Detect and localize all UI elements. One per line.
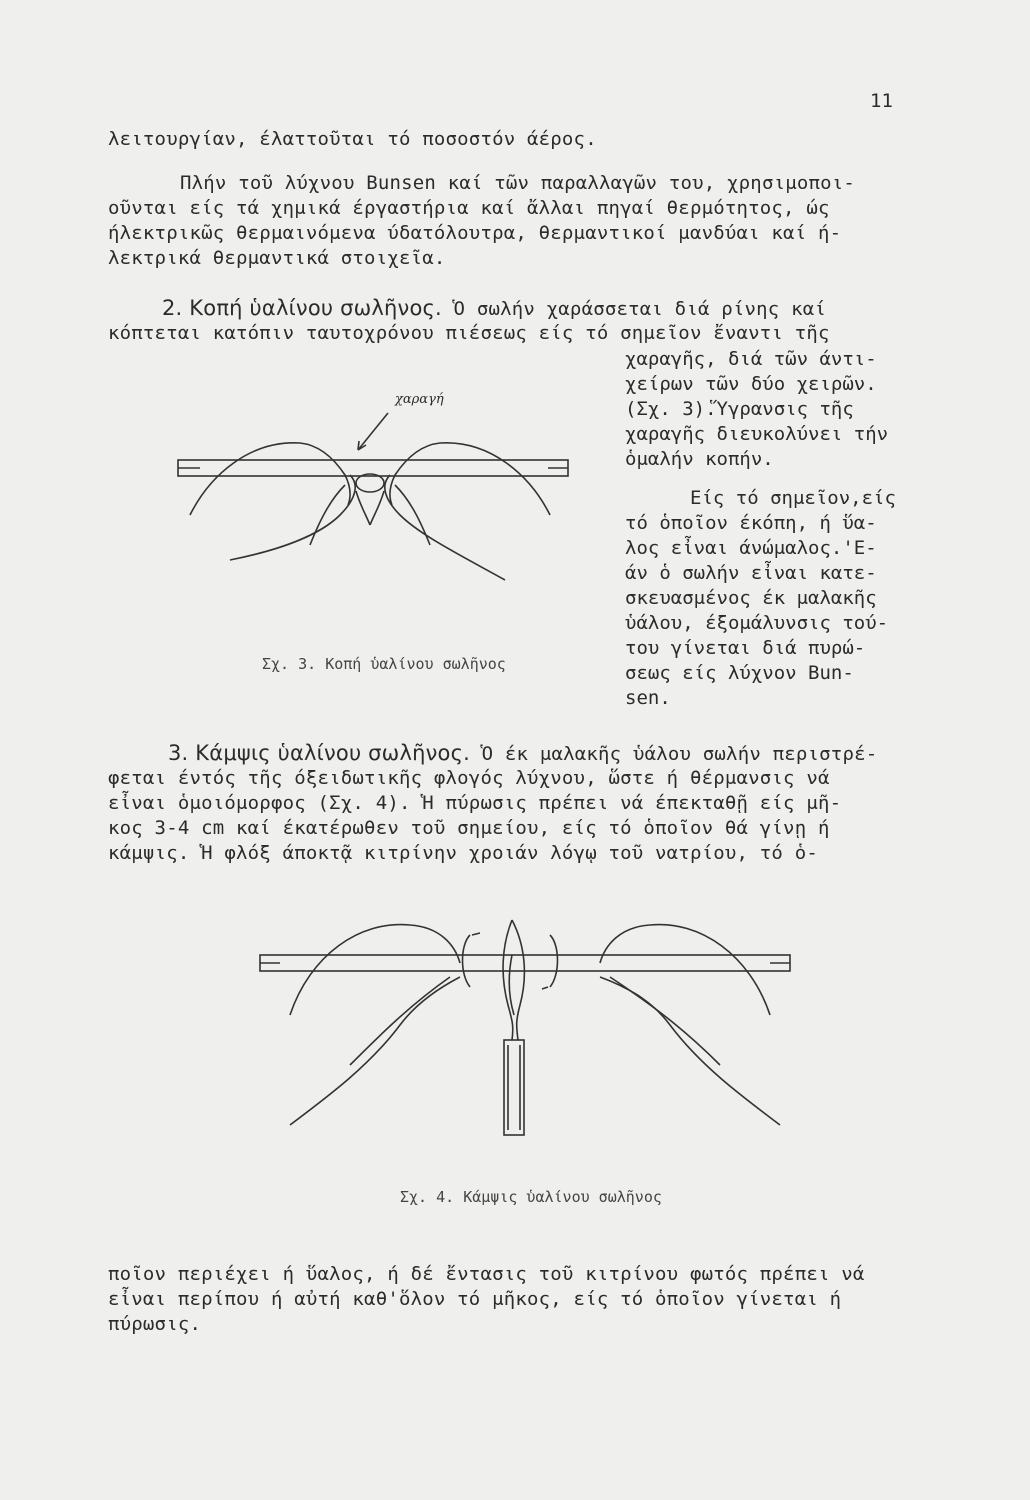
section-2-line-2: κόπτεται κατόπιν ταυτοχρόνου πιέσεως είς τό σημεῖον ἔναντι τῆς bbox=[108, 322, 830, 344]
intro-line-3: οῦνται είς τά χημικά έργαστήρια καί ἄλλαι πηγαί θερμότητος, ώς bbox=[108, 197, 830, 219]
figure-3-label: χαραγή bbox=[395, 392, 444, 407]
flame bbox=[503, 920, 513, 1040]
right-hand bbox=[600, 925, 770, 1015]
closing-line-2: εἶναι περίπου ή αὐτή καθ'ὅλον τό μῆκος, είς τό ὁποῖον γίνεται ή bbox=[108, 1288, 842, 1310]
right-column-line: ὁμαλήν κοπήν. bbox=[625, 448, 774, 470]
intro-line-2: Πλήν τοῦ λύχνου Bunsen καί τῶν παραλλαγῶν του, χρησιμοποι- bbox=[180, 172, 856, 194]
right-column-line: sen. bbox=[625, 687, 671, 709]
right-column-line: Είς τό σημεῖον,είς bbox=[690, 487, 896, 509]
intro-line-5: λεκτρικά θερμαντικά στοιχεῖα. bbox=[108, 247, 446, 269]
section-3-line-4: κος 3-4 cm καί έκατέρωθεν τοῦ σημείου, είς τό ὁποῖον θά γίνῃ ή bbox=[108, 817, 830, 839]
section-3-line-5: κάμψις. Ἡ φλόξ άποκτᾷ κιτρίνην χροιάν λόγῳ τοῦ νατρίου, τό ὁ- bbox=[108, 842, 818, 864]
score-arrow bbox=[358, 413, 388, 450]
section-2-first-line bbox=[162, 296, 826, 320]
right-column-line: άν ὁ σωλήν εἶναι κατε- bbox=[625, 562, 877, 584]
right-column-line: χείρων τῶν δύο χειρῶν. bbox=[625, 373, 877, 395]
section-3-line-1: Ὁ έκ μαλακῆς ὑάλου σωλήν περιστρέ- bbox=[481, 743, 878, 765]
section-3-first-line bbox=[168, 741, 877, 765]
section-3-heading: 3. Κάμψις ὑαλίνου σωλῆνος. bbox=[168, 741, 470, 765]
left-hand bbox=[290, 925, 460, 1015]
rotation-arrow-left bbox=[463, 933, 481, 987]
figure-3-illustration bbox=[170, 405, 590, 645]
right-column-line: σκευασμένος έκ μαλακῆς bbox=[625, 587, 877, 609]
burner bbox=[504, 1040, 524, 1135]
left-hand bbox=[190, 443, 350, 515]
closing-line-1: ποῖον περιέχει ή ὕαλος, ή δέ ἔντασις τοῦ κιτρίνου φωτός πρέπει νά bbox=[108, 1263, 865, 1285]
closing-line-3: πύρωσις. bbox=[108, 1313, 202, 1335]
intro-line-4: ήλεκτρικῶς θερμαινόμενα ύδατόλουτρα, θερμαντικοί μανδύαι καί ή- bbox=[108, 222, 842, 244]
right-column-line: λος εἶναι άνώμαλος.'Ε- bbox=[625, 537, 877, 559]
figure-4-caption: Σχ. 4. Κάμψις ὑαλίνου σωλῆνος bbox=[400, 1188, 662, 1206]
right-column-line: (Σχ. 3).Ὕγρανσις τῆς bbox=[625, 398, 854, 420]
right-column-line: τό ὁποῖον έκόπη, ή ὕα- bbox=[625, 512, 877, 534]
right-column-line: χαραγῆς διευκολύνει τήν bbox=[625, 423, 889, 445]
section-3-line-3: εἶναι ὁμοιόμορφος (Σχ. 4). Ἡ πύρωσις πρέπει νά έπεκταθῇ είς μῆ- bbox=[108, 792, 842, 814]
figure-3-caption: Σχ. 3. Κοπή ὑαλίνου σωλῆνος bbox=[262, 655, 506, 673]
figure-4-illustration bbox=[250, 915, 810, 1145]
right-column-line: του γίνεται διά πυρώ- bbox=[625, 637, 866, 659]
right-column-line: χαραγῆς, διά τῶν άντι- bbox=[625, 348, 877, 370]
rotation-arrow-right bbox=[542, 935, 558, 989]
section-2-heading: 2. Κοπή ὑαλίνου σωλῆνος. bbox=[162, 296, 442, 320]
section-3-line-2: φεται έντός τῆς όξειδωτικῆς φλογός λύχνου, ὥστε ή θέρμανσις νά bbox=[108, 767, 830, 789]
page-number: 11 bbox=[870, 90, 893, 112]
right-column-line: σεως είς λύχνον Bun- bbox=[625, 662, 854, 684]
intro-line-1: λειτουργίαν, έλαττοῦται τό ποσοστόν άέρος. bbox=[108, 128, 597, 150]
right-hand bbox=[390, 443, 550, 515]
section-2-line-1: Ὁ σωλήν χαράσσεται διά ρίνης καί bbox=[453, 298, 826, 320]
right-column-line: ὑάλου, έξομάλυνσις τού- bbox=[625, 612, 889, 634]
